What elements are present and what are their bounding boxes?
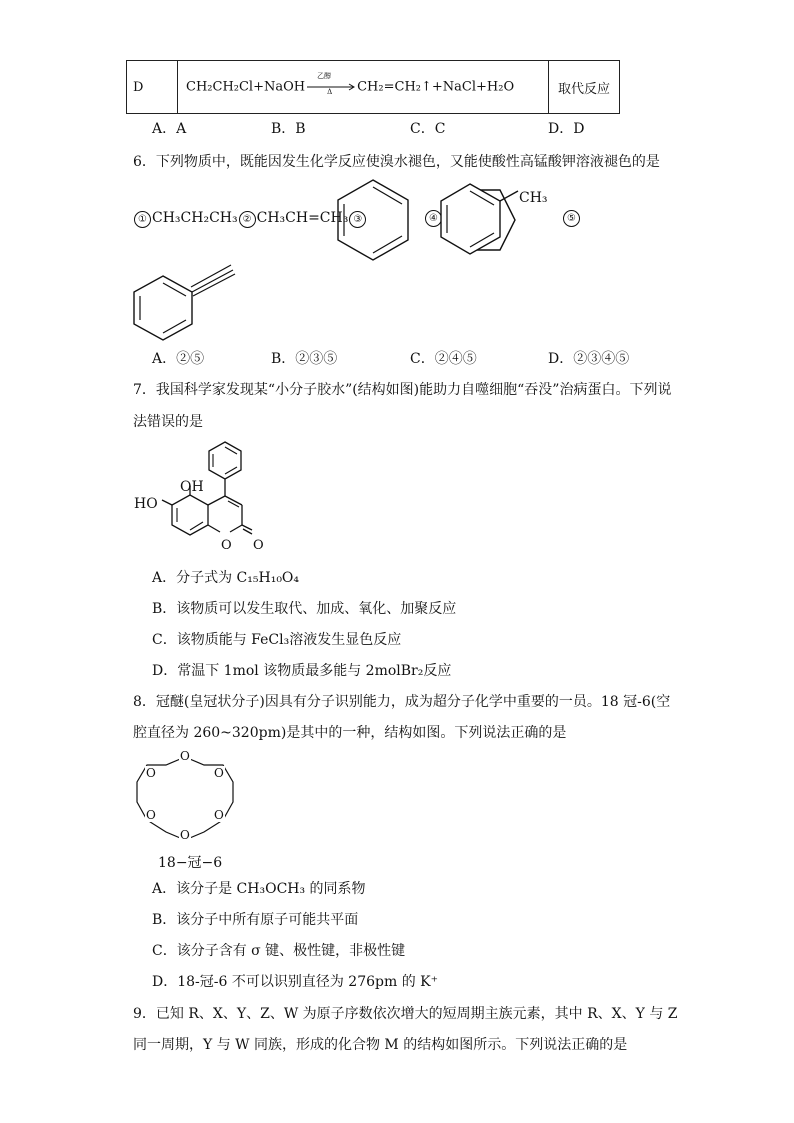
q7-stem-line1: 7．我国科学家发现某“小分子胶水”(结构如图)能助力自噬细胞“吞没”治病蛋白。下列说 (133, 382, 672, 398)
struct-keto-o-label: O (253, 538, 264, 553)
q7-option-d[interactable]: D．常温下 1mol 该物质最多能与 2molBr₂反应 (152, 663, 452, 679)
crown-o-1: O (180, 749, 190, 763)
q7-stem-line2: 法错误的是 (133, 414, 203, 430)
reaction-type: 取代反应 (549, 61, 620, 114)
reaction-equation (178, 61, 549, 114)
row-label: D (127, 61, 178, 114)
q6-option-b[interactable]: B．②③⑤ (271, 351, 338, 367)
q6-item-2: CH₃CH=CH₃ (256, 210, 349, 226)
table-row (127, 61, 620, 114)
q9-stem-line2: 同一周期，Y 与 W 同族，形成的化合物 M 的结构如图所示。下列说法正确的是 (133, 1037, 628, 1053)
benzene-structure (336, 178, 412, 258)
q8-option-c[interactable]: C．该分子含有 σ 键、极性键，非极性键 (152, 943, 406, 959)
reaction-arrow (305, 72, 357, 97)
q6-option-a[interactable]: A．②⑤ (152, 351, 205, 367)
q8-option-d[interactable]: D．18-冠-6 不可以识别直径为 276pm 的 K⁺ (152, 974, 439, 990)
q5-option-a[interactable]: A．A (152, 121, 187, 137)
crown-caption: 18−冠−6 (158, 855, 223, 871)
marker-1: ① (134, 211, 151, 228)
equation-reactant: CH₂CH₂Cl+NaOH (186, 79, 306, 95)
q7-option-b[interactable]: B．该物质可以发生取代、加成、氧化、加聚反应 (152, 601, 457, 617)
q6-option-d[interactable]: D．②③④⑤ (548, 351, 630, 367)
q6-option-c[interactable]: C．②④⑤ (410, 351, 477, 367)
q6-item-1: CH₃CH₂CH₃ (152, 210, 238, 226)
crown-o-2: O (214, 766, 224, 780)
marker-5: ⑤ (563, 210, 580, 227)
crown-o-3: O (214, 808, 224, 822)
equation-product: CH₂=CH₂↑+NaCl+H₂O (357, 79, 515, 95)
marker-4: ④ (425, 210, 442, 227)
q6-items-line (133, 208, 367, 228)
q8-option-a[interactable]: A．该分子是 CH₃OCH₃ 的同系物 (152, 881, 366, 897)
struct-ho-label: HO (134, 496, 158, 512)
crown-o-5: O (146, 808, 156, 822)
marker-2: ② (239, 211, 256, 228)
q5-option-c[interactable]: C．C (410, 121, 446, 137)
q8-stem-line1: 8．冠醚(皇冠状分子)因具有分子识别能力，成为超分子化学中重要的一员。18 冠-6(空 (133, 694, 671, 710)
q9-stem-line1: 9．已知 R、X、Y、Z、W 为原子序数依次增大的短周期主族元素，其中 R、X、Y 与 Z (133, 1006, 678, 1022)
struct-oh-label: OH (180, 479, 204, 495)
q5-option-b[interactable]: B．B (271, 121, 306, 137)
methyl-label: CH₃ (519, 190, 548, 206)
q7-option-a[interactable]: A．分子式为 C₁₅H₁₀O₄ (152, 570, 300, 586)
answer-table (126, 60, 620, 114)
q7-option-c[interactable]: C．该物质能与 FeCl₃溶液发生显色反应 (152, 632, 402, 648)
phenylacetylene-structure (130, 240, 240, 335)
arrow-condition-bottom: Δ (327, 88, 333, 96)
crown-o-4: O (180, 828, 190, 842)
marker-3: ③ (349, 211, 366, 228)
q5-option-d[interactable]: D．D (548, 121, 585, 137)
q8-stem-line2: 腔直径为 260~320pm)是其中的一种，结构如图。下列说法正确的是 (133, 725, 567, 741)
struct-ring-o-label: O (221, 538, 232, 553)
crown-o-6: O (146, 766, 156, 780)
q8-option-b[interactable]: B．该分子中所有原子可能共平面 (152, 912, 359, 928)
q6-stem: 6．下列物质中，既能因发生化学反应使溴水褪色，又能使酸性高锰酸钾溶液褪色的是 (133, 154, 660, 170)
arrow-condition-top: 乙醇 (317, 72, 332, 80)
